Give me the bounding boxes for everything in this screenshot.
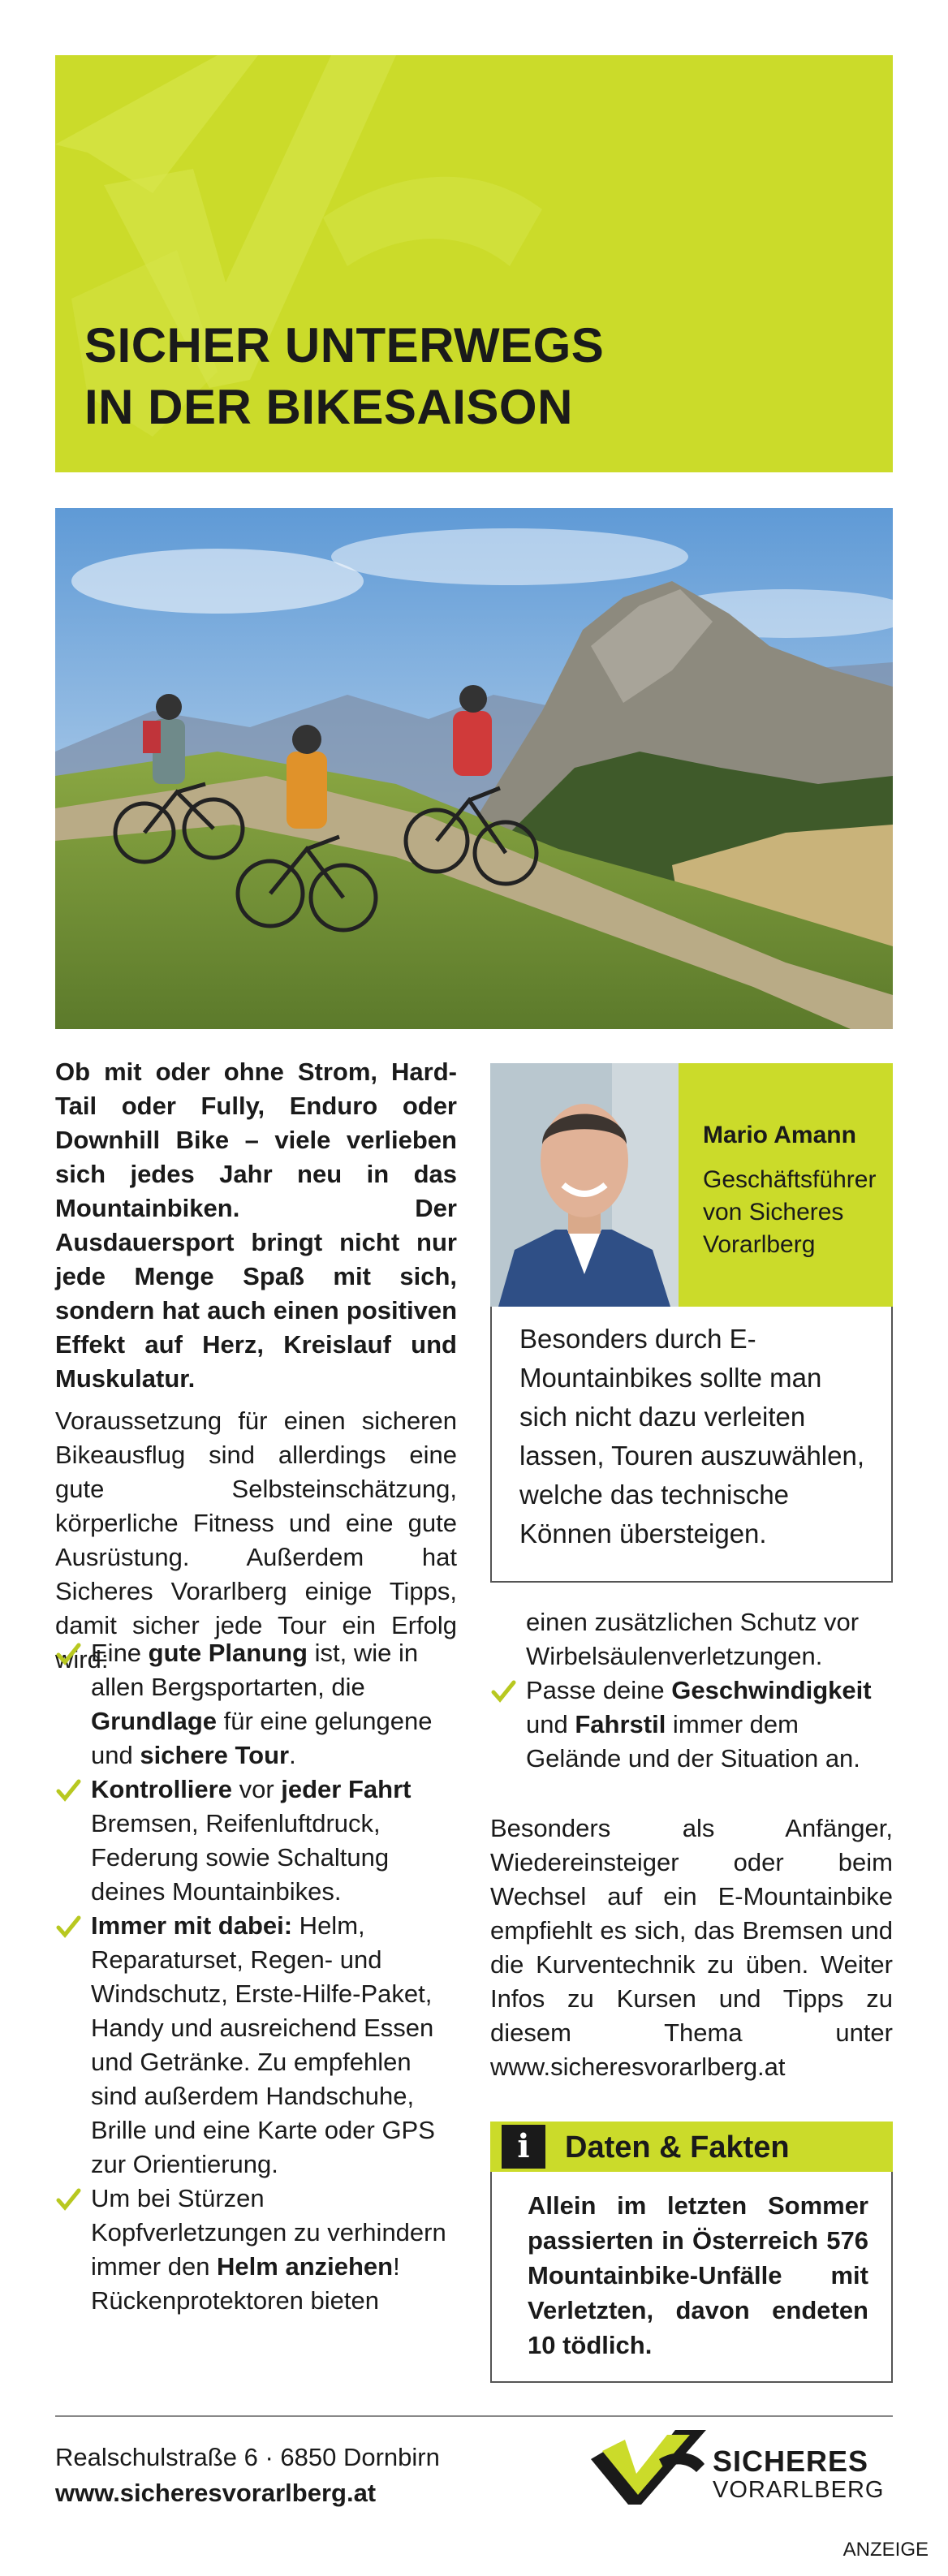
footer-address: Realschulstraße 6 · 6850 Dornbirn (55, 2443, 440, 2471)
facts-text: Allein im letzten Sommer passierten in Österreich 576 Mountainbike-Unfälle mit Verletzten, davon endeten 10 tödlich. (528, 2191, 868, 2359)
hero-title (84, 315, 604, 438)
tips-list (55, 1636, 461, 2318)
checkmark-icon (55, 1641, 81, 1667)
quote-author-role: Geschäftsführer von Sicheres Vorarlberg (703, 1166, 877, 1258)
advice-paragraph: Besonders als Anfänger, Wiedereinsteiger oder beim Wechsel auf ein E-Mountainbike empfiehlt es sich, das Bremsen und die Kurventechnik zu üben. Weiter Infos zu Kursen und Tipps zu diesem Thema unter www.sicheresvorarlberg.at (490, 1814, 893, 2081)
mountain-bikers-photo (55, 508, 893, 1029)
quote-text: Besonders durch E-Mountainbikes sollte man sich nicht dazu verleiten lassen, Touren auszuwählen, welche das technische Können übersteigen. (519, 1324, 865, 1549)
checkmark-icon (55, 1777, 81, 1803)
body-paragraph: Voraussetzung für einen sicheren Bikeausflug sind allerdings eine gute Selbsteinschätzung, körperliche Fitness und eine gute Ausrüstung. Außerdem hat Sicheres Vorarlberg einige Tipps, damit sicher jede Tour ein Erfolg wird: (55, 1406, 457, 1674)
info-icon: i (502, 2125, 545, 2169)
hero-title-line-2: IN DER BIKESAISON (84, 380, 573, 434)
quote-author-name: Mario Amann (703, 1122, 856, 1148)
logo-text-line-2: VORARLBERG (713, 2477, 885, 2503)
footer-divider (55, 2415, 893, 2417)
tip-item: Immer mit dabei: Helm, Reparaturset, Regen- und Windschutz, Erste-Hilfe-Paket, Handy und ausreichend Essen und Getränke. Zu empfehlen sind außerdem Handschuhe, Brille und eine Karte oder GPS zur Orientierung. (55, 1909, 461, 2182)
footer-website-link[interactable]: www.sicheresvorarlberg.at (55, 2479, 377, 2507)
tip-continuation: einen zusätzlichen Schutz vor Wirbelsäulenverletzungen. (526, 1608, 860, 1670)
facts-title: Daten & Fakten (565, 2130, 790, 2165)
checkmark-icon (55, 2186, 81, 2212)
hero-banner (55, 55, 893, 472)
tip-item: Um bei Stürzen Kopfverletzungen zu verhindern immer den Helm anziehen! Rückenprotektoren bieten (55, 2182, 461, 2318)
sicheres-vorarlberg-logo-icon (586, 2427, 708, 2508)
tips-list-continued (490, 1605, 893, 1776)
checkmark-icon (55, 1914, 81, 1940)
portrait-photo (490, 1063, 679, 1307)
intro-paragraph: Ob mit oder ohne Strom, Hard-Tail oder Fully, Enduro oder Downhill Bike – viele verlieben sich jedes Jahr neu in das Mountainbiken. Der Ausdauersport bringt nicht nur jede Menge Spaß mit sich, sondern hat auch einen positiven Effekt auf Herz, Kreislauf und Muskulatur. (55, 1058, 457, 1393)
tip-item: Eine gute Planung ist, wie in allen Bergsportarten, die Grundlage für eine gelungene und sichere Tour. (55, 1636, 461, 1773)
checkmark-icon (490, 1678, 516, 1704)
tip-item: Kontrolliere vor jeder Fahrt Bremsen, Reifenluftdruck, Federung sowie Schaltung deines Mountainbikes. (55, 1773, 461, 1909)
advertisement-label: ANZEIGE (842, 2539, 929, 2561)
logo-text-line-1: SICHERES (713, 2445, 869, 2478)
hero-title-line-1: SICHER UNTERWEGS (84, 318, 605, 373)
tip-item: Passe deine Geschwindigkeit und Fahrstil immer dem Gelände und der Situation an. (490, 1674, 893, 1776)
